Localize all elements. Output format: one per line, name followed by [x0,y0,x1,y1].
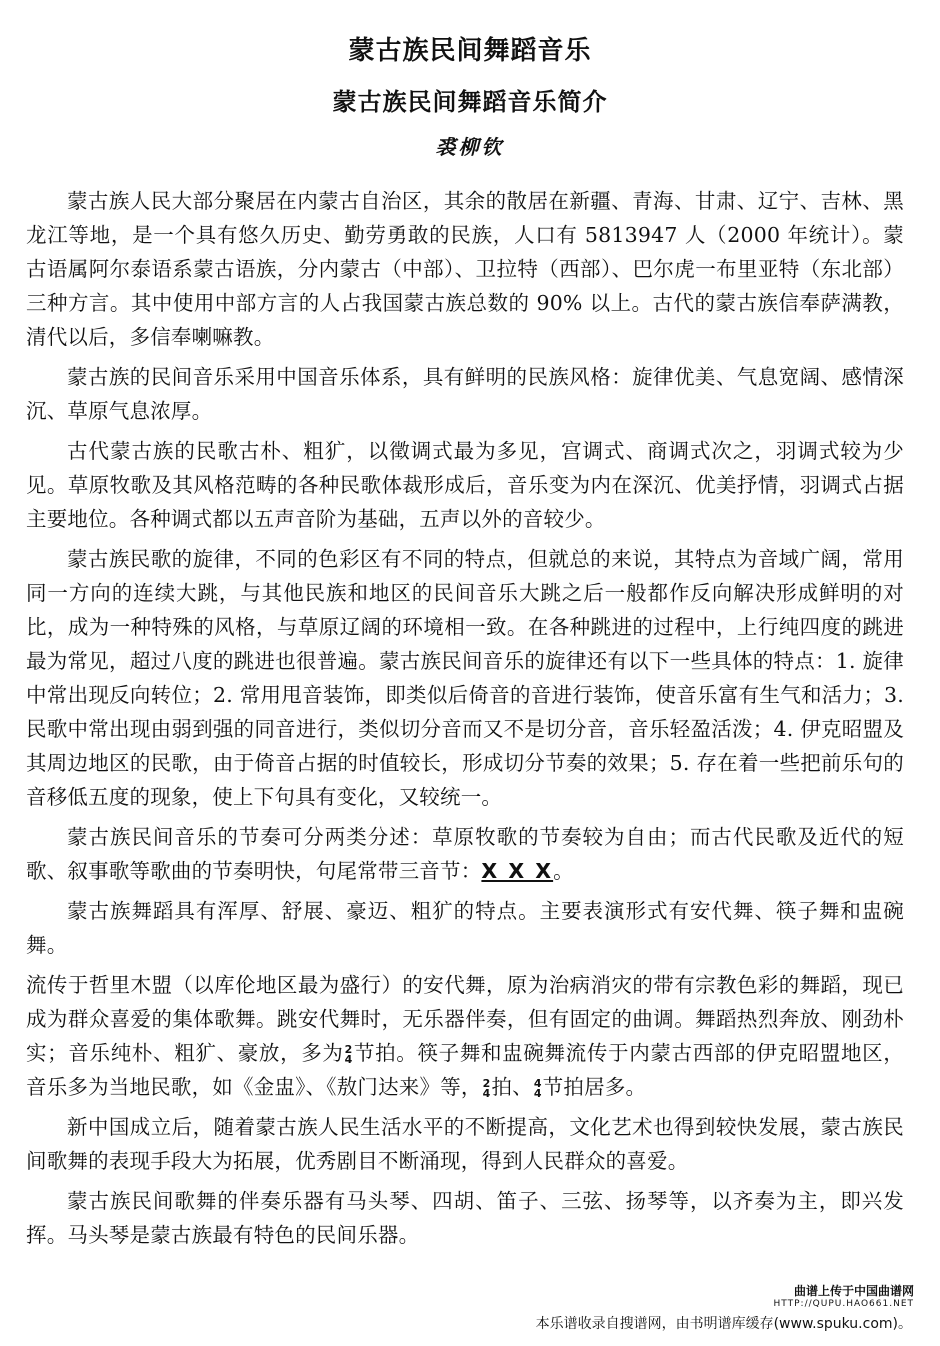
paragraph-7-text-b: 节拍。筷子舞和盅碗舞流传于内蒙古西部的伊克昭盟地区，音乐多为当地民歌，如《金盅》、《敖门达来》等， [26,1041,905,1099]
paragraph-5-end: 。 [553,859,574,883]
author-name: 裘柳钦 [435,135,505,159]
paragraph-2: 蒙古族的民间音乐采用中国音乐体系，具有鲜明的民族风格：旋律优美、气息宽阔、感情深沉、草原气息浓厚。 [26,365,904,423]
paragraph-7 [26,968,904,1104]
paragraph-7-text-d: 节拍居多。 [542,1075,647,1099]
paragraph-3: 古代蒙古族的民歌古朴、粗犷，以徵调式最为多见，宫调式、商调式次之，羽调式较为少见。草原牧歌及其风格范畴的各种民歌体裁形成后，音乐变为内在深沉、优美抒情，羽调式占据主要地位。各种调式都以五声音阶为基础，五声以外的音较少。 [26,439,904,531]
time-signature-1-num: 2 [344,1042,353,1056]
paragraph-9: 蒙古族民间歌舞的伴奏乐器有马头琴、四胡、笛子、三弦、扬琴等，以齐奏为主，即兴发挥。马头琴是蒙古族最有特色的民间乐器。 [26,1189,904,1247]
page-subtitle: 蒙古族民间舞蹈音乐简介 [332,88,608,116]
time-signature-3-den: 4 [533,1086,542,1100]
paragraph-6: 蒙古族舞蹈具有浑厚、舒展、豪迈、粗犷的特点。主要表演形式有安代舞、筷子舞和盅碗舞。 [26,899,904,957]
paragraph-8: 新中国成立后，随着蒙古族人民生活水平的不断提高，文化艺术也得到较快发展，蒙古族民间歌舞的表现手段大为拓展，优秀剧目不断涌现，得到人民群众的喜爱。 [26,1115,904,1173]
time-signature-2-num: 2 [482,1076,491,1090]
time-signature-1 [344,1042,353,1066]
time-signature-2 [482,1076,491,1100]
time-signature-2-den: 4 [482,1086,491,1100]
site-watermark [774,1284,914,1310]
paragraph-4: 蒙古族民歌的旋律，不同的色彩区有不同的特点，但就总的来说，其特点为音域广阔，常用同一方向的连续大跳，与其他民族和地区的民间音乐大跳之后一般都作反向解决形成鲜明的对比，成为一种特殊的风格，与草原辽阔的环境相一致。在各种跳进的过程中，上行纯四度的跳进最为常见，超过八度的跳进也很普遍。蒙古族民间音乐的旋律还有以下一些具体的特点：1. 旋律中常出现反向转位；2. 常用甩音装饰，即类似后倚音的音进行装饰，使音乐富有生气和活力；3. 民歌中常出现由弱到强的同音进行，类似切分音而又不是切分音，音乐轻盈活泼；4. 伊克昭盟及其周边地区的民歌，由于倚音占据的时值较长，形成切分节奏的效果；5. 存在着一些把前乐句的音移低五度的现象，使上下句具有变化，又较统一。 [26,547,904,809]
paragraph-1: 蒙古族人民大部分聚居在内蒙古自治区，其余的散居在新疆、青海、甘肃、辽宁、吉林、黑龙江等地，是一个具有悠久历史、勤劳勇敢的民族，人口有 5813947 人（2000 年统计）。蒙古语属阿尔泰语系蒙古语族，分内蒙古（中部）、卫拉特（西部）、巴尔虎一布里亚特（东北部）三种方言。其中使用中部方言的人占我国蒙古族总数的 90% 以上。古代的蒙古族信奉萨满教，清代以后，多信奉喇嘛教。 [26,189,904,349]
page-title: 蒙古族民间舞蹈音乐 [348,36,592,66]
paragraph-5 [26,820,904,888]
article-body [26,184,904,1258]
time-signature-3-num: 4 [533,1076,542,1090]
paragraph-7-text-c: 拍、 [491,1075,533,1099]
time-signature-3 [533,1076,542,1100]
watermark-line-2: HTTP://QUPU.HAO661.NET [773,1299,914,1309]
paragraph-5-text: 蒙古族民间音乐的节奏可分两类分述：草原牧歌的节奏较为自由；而古代民歌及近代的短歌、叙事歌等歌曲的节奏明快，句尾常带三音节： [26,825,904,883]
paragraph-7-text-a: 流传于哲里木盟（以库伦地区最为盛行）的安代舞，原为治病消灾的带有宗教色彩的舞蹈，现已成为群众喜爱的集体歌舞。跳安代舞时，无乐器伴奏，但有固定的曲调。舞蹈热烈奔放、刚劲朴实；音乐纯朴、粗犷、豪放，多为 [26,973,904,1065]
rhythm-notation: X X X [481,859,554,883]
time-signature-1-den: 4 [344,1052,353,1066]
watermark-line-1: 曲谱上传于中国曲谱网 [793,1284,914,1298]
footer-note: 本乐谱收录自搜谱网，由书明谱库缓存(www.spuku.com)。 [535,1316,912,1332]
